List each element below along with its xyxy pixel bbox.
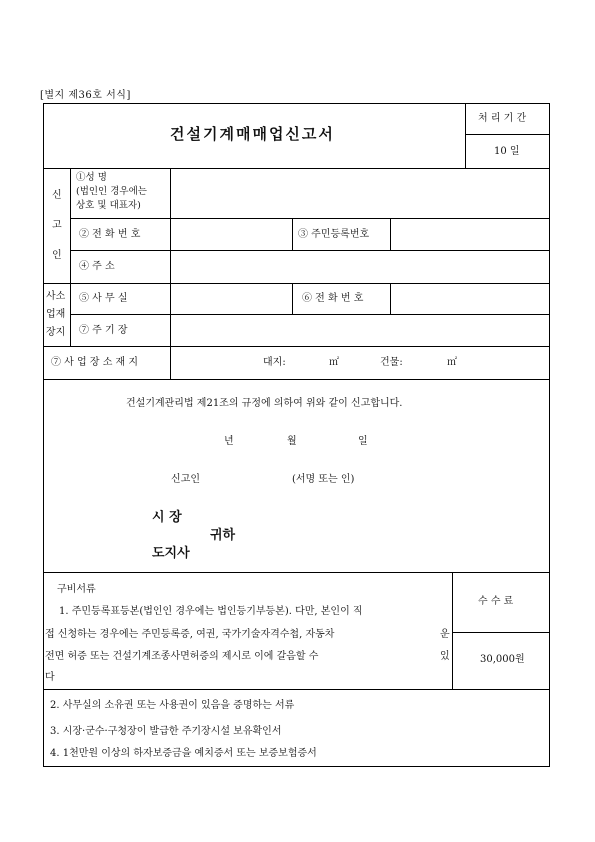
divider: [70, 218, 550, 219]
divider: [70, 314, 550, 315]
building-area-unit: ㎡: [447, 357, 457, 368]
office-side-label: 업재: [46, 309, 66, 320]
applicant-side-label: 신: [52, 190, 62, 201]
document-item-1: 1. 주민등록표등본(법인인 경우에는 법인등기부등본). 다만, 본인이 직: [59, 606, 363, 617]
applicant-side-label: 인: [52, 250, 62, 261]
office-phone-label: ⑥ 전 화 번 호: [302, 293, 364, 304]
divider: [390, 283, 391, 314]
divider: [43, 283, 550, 284]
date-month-label: 월: [287, 436, 297, 447]
land-area-unit: ㎡: [329, 357, 339, 368]
divider: [70, 168, 71, 346]
divider: [452, 572, 453, 689]
divider: [43, 379, 550, 380]
recipient-mayor: 시 장: [152, 510, 182, 525]
applicant-side-label: 고: [52, 220, 62, 231]
date-year-label: 년: [224, 436, 234, 447]
declaration-statement: 건설기계관리법 제21조의 규정에 의하여 위와 같이 신고합니다.: [126, 398, 403, 409]
office-side-label: 사소: [46, 291, 66, 302]
divider: [292, 218, 293, 250]
document-item-1: 접 신청하는 경우에는 주민등록증, 여권, 국가기술자격수첩, 자동차: [45, 629, 335, 640]
parking-lot-label: ⑦ 주 기 장: [79, 325, 128, 336]
recipient-governor: 도지사: [152, 546, 190, 561]
document-item-4: 4. 1천만원 이상의 하자보증금을 예치증서 또는 보증보험증서: [50, 748, 317, 759]
document-item-1: 있: [440, 651, 450, 662]
documents-heading: 구비서류: [57, 584, 96, 595]
office-label: ⑤ 사 무 실: [79, 293, 128, 304]
divider: [43, 168, 550, 169]
fee-value: 30,000원: [480, 654, 525, 665]
name-note: (법인인 경우에는: [76, 186, 147, 197]
document-item-1: 운: [440, 629, 450, 640]
divider: [70, 250, 550, 251]
rrn-label: ③ 주민등록번호: [298, 229, 370, 240]
address-label: ④ 주 소: [79, 261, 115, 272]
document-item-2: 2. 사무실의 소유권 또는 사용권이 있음을 증명하는 서류: [50, 700, 295, 711]
fee-label: 수 수 료: [478, 596, 514, 607]
office-side-label: 장지: [46, 327, 66, 338]
building-area-label: 건물:: [380, 357, 403, 368]
document-item-1: 전면 허증 또는 건설기계조종사면허증의 제시로 이에 갈음할 수: [45, 651, 319, 662]
applicant-sign-label: 신고인: [171, 474, 200, 485]
signature-note: (서명 또는 인): [292, 474, 355, 485]
processing-period-value: 10 일: [494, 146, 520, 157]
divider: [43, 572, 550, 573]
divider: [43, 346, 550, 347]
site-location-label: ⑦ 사 업 장 소 재 지: [51, 357, 139, 368]
phone-label: ② 전 화 번 호: [79, 229, 141, 240]
name-label: ①성 명: [76, 172, 107, 183]
form-title: 건설기계매매업신고서: [170, 125, 335, 143]
divider: [390, 218, 391, 250]
divider: [465, 134, 550, 135]
divider: [452, 632, 550, 633]
document-item-1: 다: [45, 672, 55, 683]
form-number: [별지 제36호 서식]: [40, 90, 131, 101]
land-area-label: 대지:: [263, 357, 286, 368]
divider: [292, 283, 293, 314]
recipient-honorific: 귀하: [210, 528, 236, 543]
processing-period-label: 처 리 기 간: [478, 113, 527, 124]
divider: [43, 689, 550, 690]
date-day-label: 일: [358, 436, 368, 447]
document-item-3: 3. 시장·군수·구청장이 발급한 주기장시설 보유확인서: [50, 726, 282, 737]
divider: [465, 103, 466, 168]
divider: [170, 168, 171, 379]
name-note: 상호 및 대표자): [76, 200, 141, 211]
